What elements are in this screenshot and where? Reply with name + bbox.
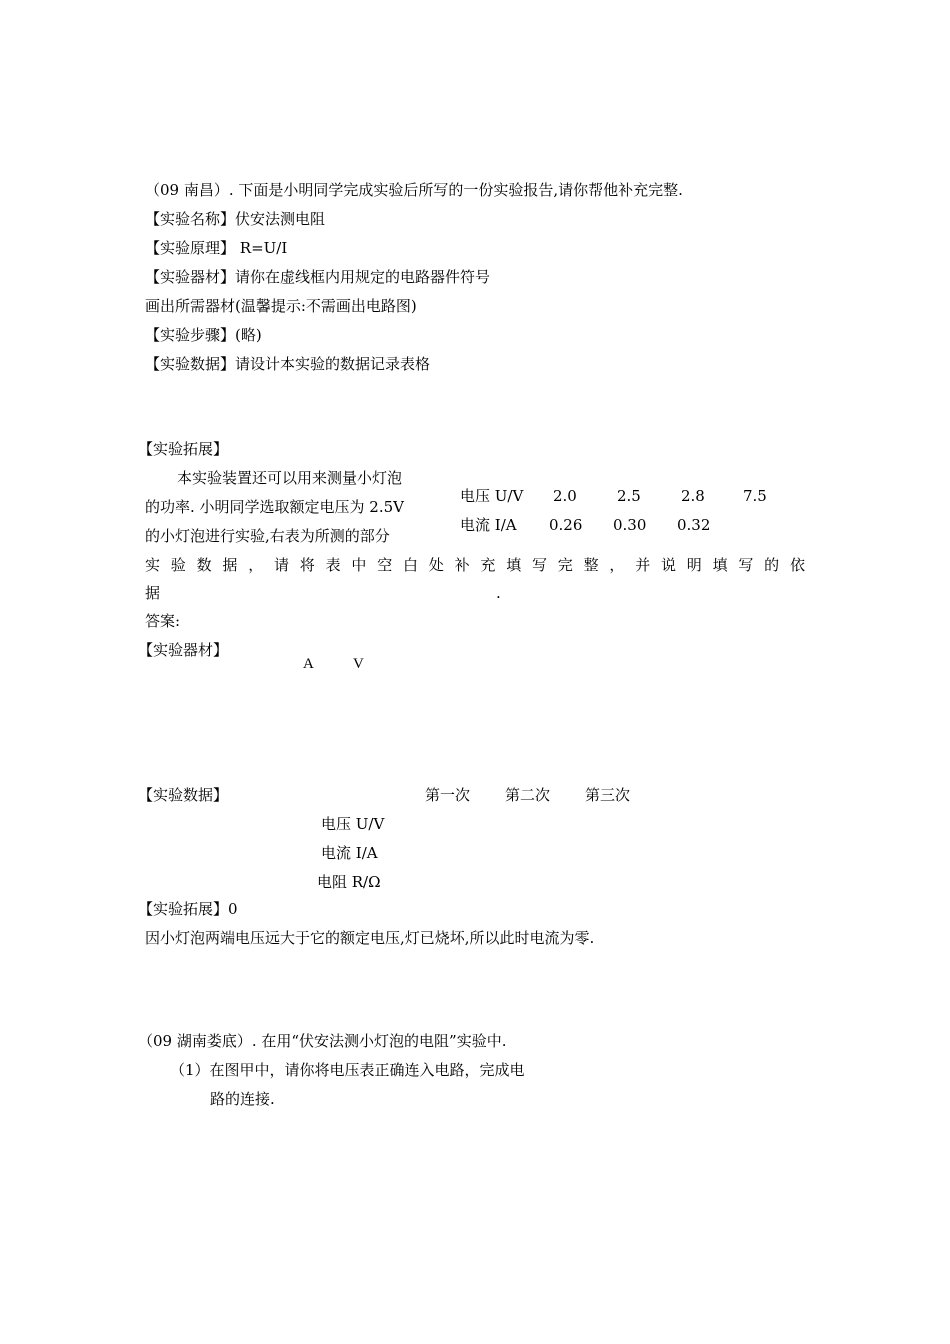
- q1-experiment-steps: 【实验步骤】(略): [145, 326, 262, 344]
- q1-experiment-equipment: 【实验器材】请你在虚线框内用规定的电路器件符号: [145, 268, 491, 286]
- q1-experiment-data: 【实验数据】请设计本实验的数据记录表格: [145, 355, 431, 373]
- answer-equipment-label: 【实验器材】: [138, 641, 229, 659]
- table-voltage-label: 电压 U/V: [460, 487, 524, 505]
- q1-equipment-continued: 画出所需器材(温馨提示:不需画出电路图): [145, 297, 417, 315]
- table-voltage-value: 2.0: [553, 487, 577, 505]
- answer-title: 答案:: [145, 612, 181, 630]
- answer-extension-label: 【实验拓展】0: [138, 900, 238, 918]
- answer-table-row-label: 电压 U/V: [321, 815, 385, 833]
- q2-part1-line-2: 路的连接.: [210, 1090, 275, 1108]
- table-voltage-value: 2.8: [681, 487, 705, 505]
- q1-extension-line-3: 的小灯泡进行实验,右表为所测的部分: [145, 527, 390, 545]
- ammeter-symbol-label: A: [303, 656, 314, 672]
- q1-experiment-name: 【实验名称】伏安法测电阻: [145, 210, 326, 228]
- q1-extension-line-5-end: .: [496, 584, 501, 602]
- answer-data-label: 【实验数据】: [138, 786, 229, 804]
- q2-part1-line-1: （1）在图甲中，请你将电压表正确连入电路，完成电: [170, 1061, 525, 1079]
- answer-table-row-label: 电流 I/A: [321, 844, 378, 862]
- answer-table-header: 第三次: [585, 786, 631, 804]
- answer-table-row-label: 电阻 R/Ω: [317, 873, 381, 891]
- voltmeter-symbol-label: V: [353, 656, 364, 672]
- q1-intro: （09 南昌）. 下面是小明同学完成实验后所写的一份实验报告,请你帮他补充完整.: [145, 181, 683, 199]
- answer-table-header: 第一次: [425, 786, 471, 804]
- q1-experiment-principle: 【实验原理】 R=U/I: [145, 239, 288, 257]
- q1-extension-line-2: 的功率. 小明同学选取额定电压为 2.5V: [145, 498, 404, 516]
- answer-table-header: 第二次: [505, 786, 551, 804]
- table-current-value: 0.32: [677, 516, 711, 534]
- answer-extension-reason: 因小灯泡两端电压远大于它的额定电压,灯已烧坏,所以此时电流为零.: [145, 929, 595, 947]
- table-voltage-value: 7.5: [743, 487, 767, 505]
- table-voltage-value: 2.5: [617, 487, 641, 505]
- table-current-label: 电流 I/A: [460, 516, 517, 534]
- q1-extension-line-5-start: 据: [145, 584, 161, 602]
- q1-extension-title: 【实验拓展】: [138, 440, 229, 458]
- table-current-value: 0.30: [613, 516, 647, 534]
- q1-extension-line-1: 本实验装置还可以用来测量小灯泡: [177, 469, 403, 487]
- q1-extension-line-4: 实验数据，请将表中空白处补充填写完整，并说明填写的依: [145, 556, 805, 574]
- q2-intro: （09 湖南娄底）. 在用“伏安法测小灯泡的电阻”实验中.: [138, 1032, 507, 1050]
- table-current-value: 0.26: [549, 516, 583, 534]
